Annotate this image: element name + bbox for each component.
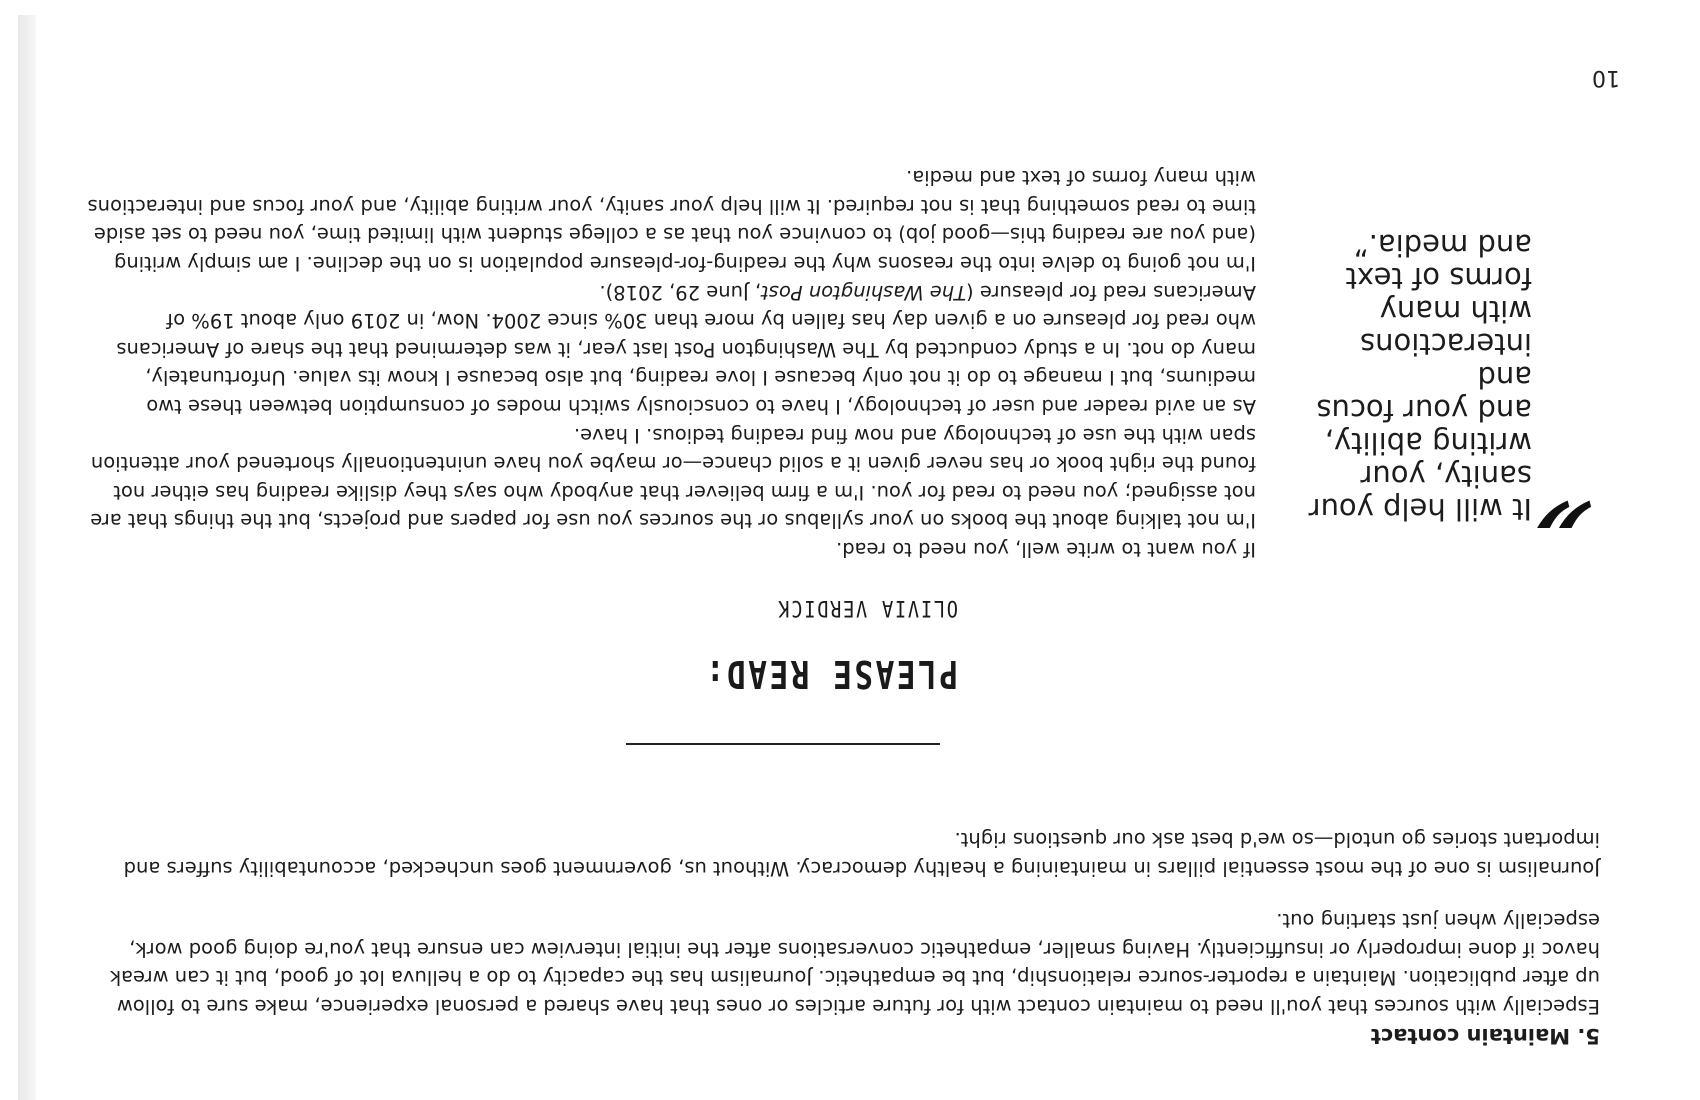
paragraph-text: As an avid reader and user of technology, I have to consciously switch modes of consumption between these two mediums, but I manage to do it not only because I love reading, but also because I know its value. Unfortunately, many do not. In a study conducted by The Washington Post last year, it was determined that the share of Americans who read for pleasure on a given day has fallen by more than 30% since 2004. Now, in 2019 only about 19% of Americans read for pleasure ( [116, 280, 1256, 419]
pull-quote-text: It will help your sanity, your writing ability, and your focus and interactions with many forms of text and media.” [1308, 228, 1532, 526]
pull-quote [1300, 228, 1618, 548]
article-paragraph: If you want to write well, you need to read. [836, 538, 1256, 561]
article-paragraph-statistics [86, 277, 1256, 420]
article-paragraph: I'm not talking about the books on your syllabus or the sources you use for papers and projects, but the things that are not assigned; you need to read for you. I'm a firm believer that anybody who says they dislike reading has either not found the right book or has never given it a solid chance—or maybe you have unintentionally shortened your attention span with the use of technology and now find reading tedious. I have. [90, 423, 1256, 533]
article-byline: OLIVIA VERDICK [776, 595, 958, 620]
maintain-contact-paragraph: Especially with sources that you'll need to maintain contact with for future articles or ones that have shared a personal experience, make sure to follow up after publication. Maintain a reporter-source relationship, but be empathetic. Journalism has the capacity to do a helluva lot of good, but it can wreak havoc if done improperly or insufficiently. Having smaller, empathetic conversations after the initial interview can ensure that you're doing good work, especially when just starting out. [109, 909, 1600, 1018]
quote-mark-icon: ” [1525, 435, 1618, 548]
article-title: PLEASE READ: [703, 652, 958, 696]
title-divider [626, 743, 940, 745]
paragraph-text: , June 29, 2018). [599, 280, 762, 304]
article-paragraph: I'm not going to delve into the reasons why the reading-for-pleasure population is on the decline. I am simply writing (and you are reading this—good job) to convince you that as a college student with limited time, you need to set aside time to read something that is not required. It will help your sanity, your writing ability, and your focus and interactions with many forms of text and media. [87, 166, 1256, 276]
article-body [86, 163, 1256, 563]
source-citation: The Washington Post [761, 280, 967, 304]
journalism-paragraph: Journalism is one of the most essential pillars in maintaining a healthy democracy. Without us, government goes unchecked, accountability suffers and important stories go untold—so we'd best ask our questions right. [123, 828, 1600, 880]
maintain-contact-section [90, 801, 1600, 1048]
page-number: 10 [1592, 65, 1620, 90]
section-heading: 5. Maintain contact [1370, 1024, 1600, 1048]
